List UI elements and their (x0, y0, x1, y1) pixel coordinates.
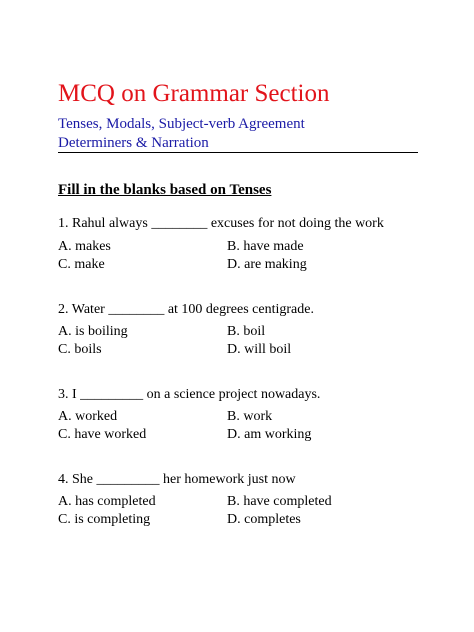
question-2-option-c: C. boils (58, 342, 102, 357)
question-1-option-a: A. makes (58, 239, 111, 254)
question-1-option-d: D. are making (227, 257, 307, 272)
question-3-option-a: A. worked (58, 409, 118, 424)
question-1: 1. Rahul always ________ excuses for not doing the work (58, 216, 384, 231)
question-1-option-c: C. make (58, 257, 105, 272)
question-1-option-b: B. have made (227, 239, 304, 254)
question-3-option-d: D. am working (227, 427, 312, 442)
subtitle-topics-line-2: Determiners & Narration (58, 135, 209, 151)
page-title: MCQ on Grammar Section (58, 80, 330, 107)
question-2: 2. Water ________ at 100 degrees centigrade. (58, 302, 314, 317)
question-2-option-d: D. will boil (227, 342, 292, 357)
header-divider (58, 152, 418, 153)
section-heading: Fill in the blanks based on Tenses (58, 182, 272, 198)
question-3-option-b: B. work (227, 409, 273, 424)
question-2-option-b: B. boil (227, 324, 266, 339)
question-4: 4. She _________ her homework just now (58, 472, 296, 487)
question-2-option-a: A. is boiling (58, 324, 128, 339)
question-3: 3. I _________ on a science project nowadays. (58, 387, 321, 402)
question-4-option-d: D. completes (227, 512, 301, 527)
subtitle-topics-line-1: Tenses, Modals, Subject-verb Agreement (58, 116, 305, 132)
question-4-option-b: B. have completed (227, 494, 332, 509)
question-3-option-c: C. have worked (58, 427, 147, 442)
question-4-option-c: C. is completing (58, 512, 151, 527)
question-4-option-a: A. has completed (58, 494, 156, 509)
